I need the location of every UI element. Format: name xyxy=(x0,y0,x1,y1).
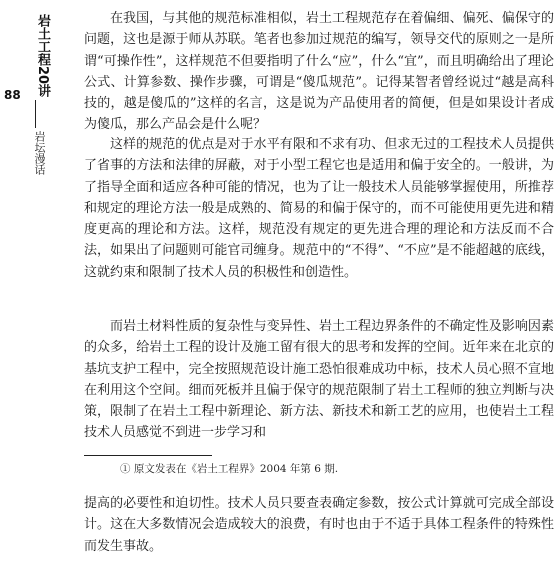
series-title: 岩土工程20讲 xyxy=(35,14,50,98)
footnote: ① 原文发表在《岩土工程界》2004 年第 6 期. xyxy=(120,463,339,475)
page-number: 88 xyxy=(4,88,21,102)
paragraph-1: 在我国，与其他的规范标准相似，岩土工程规范存在着偏细、偏死、偏保守的问题，这也是源于师从苏联。笔者也参加过规范的编写，领导交代的原则之一是所谓“可操作性”，这样规范不但要指明了什么“应”，什么“宜”，而且明确给出了理论公式、计算参数、操作步骤，可谓是“傻瓜规范”。记得某智者曾经说过“越是高科技的，越是傻瓜的”这样的名言，这是说为产品使用者的简便，但是如果设计者成为傻瓜，那么产品会是什么呢？ xyxy=(84,11,554,133)
section-title: 岩坛漫话 xyxy=(33,131,46,175)
sidebar xyxy=(4,0,54,565)
paragraph-3: 而岩土材料性质的复杂性与变异性、岩土工程边界条件的不确定性及影响因素的众多，给岩土工程的设计及施工留有很大的思考和发挥的空间。近年来在北京的基坑支护工程中，完全按照规范设计施工恐怕很难成功中标，技术人员心照不宣地在利用这个空间。细而死板并且偏于保守的规范限制了岩土工程师的独立判断与决策，限制了在岩土工程中新理论、新方法、新技术和新工艺的应用，也使岩土工程技术人员感觉不到进一步学习和 xyxy=(84,319,554,441)
paragraph-4: 提高的必要性和迫切性。技术人员只要查表确定参数，按公式计算就可完成全部设计。这在大多数情况会造成较大的浪费，有时也由于不适于具体工程条件的特殊性而发生事故。 xyxy=(84,496,554,554)
sidebar-rule xyxy=(35,100,36,128)
footnote-rule xyxy=(84,455,212,456)
paragraph-2: 这样的规范的优点是对于水平有限和不求有功、但求无过的工程技术人员提供了省事的方法和法律的屏蔽，对于小型工程它也是适用和偏于安全的。一般讲，为了指导全面和适应各种可能的情况，也为了让一般技术人员能够掌握使用，所推荐和规定的理论方法一般是成熟的、简易的和偏于保守的，而不可能使用更先进和精度更高的理论和方法。这样，规范没有规定的更先进合理的理论和方法反而不合法，如果出了问题则可能官司缠身。规范中的“不得”、“不应”是不能超越的底线，这就约束和限制了技术人员的积极性和创造性。 xyxy=(84,137,554,280)
